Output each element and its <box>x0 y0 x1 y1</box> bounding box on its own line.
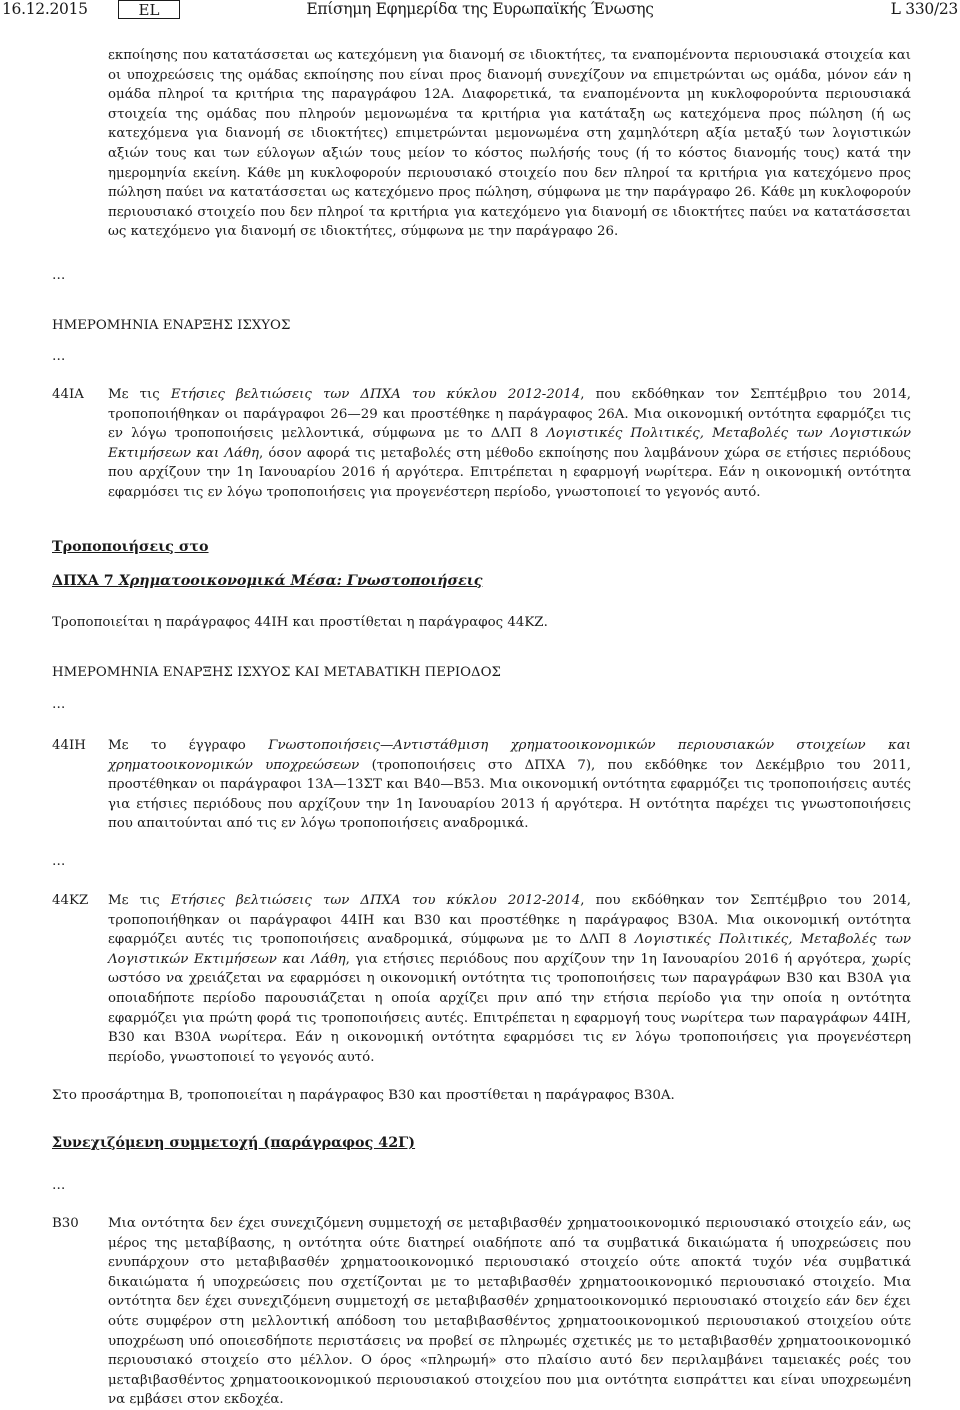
language-code-box: EL <box>118 0 180 19</box>
journal-title: Επίσημη Εφημερίδα της Ευρωπαϊκής Ένωσης <box>306 0 654 18</box>
paragraph-44IA <box>108 385 911 503</box>
italic-reference: Λογιστικές Πολιτικές, Μεταβολές των Λογιστικών Εκτιμήσεων και Λάθη <box>108 932 911 967</box>
ellipsis: … <box>52 349 66 364</box>
text-segment: Με το έγγραφο <box>108 738 269 753</box>
paragraph-number: 44ΙΗ <box>52 738 86 753</box>
amendment-note: Τροποποιείται η παράγραφος 44ΙΗ και προστίθεται η παράγραφος 44ΚΖ. <box>52 615 548 630</box>
text-segment: , που εκδόθηκαν τον Σεπτέμβριο του 2014, τροποποιήθηκαν οι παράγραφοι 44ΙΗ και Β30 και προστέθηκε η παράγραφος Β30Α. Μια οικονομική οντότητα εφαρμόζει αυτές τις τροποποιήσεις αναδρομικά, σύμφωνα με το ΔΛΠ 8 <box>108 893 911 948</box>
text-segment: , για ετήσιες περιόδους που αρχίζουν την 1η Ιανουαρίου 2016 ή αργότερα, χωρίς ωστόσο να χρειάζεται να εφαρμόσει η οικονομική οντότητα τις τροποποιήσεις των παραγράφων Β30 και Β30Α για οποιαδήποτε περίοδο παρουσιάζεται η οποία αρχίζει πριν από την ετήσια περίοδο για την οποία η οντότητα εφαρμόζει για πρώτη φορά τις τροποποιήσεις αυτές. Επιτρέπεται η εφαρμογή τους νωρίτερα των παραγράφων 44ΙΗ, Β30 και Β30Α νωρίτερα. Εάν η οικονομική οντότητα εφαρμόσει τις εν λόγω τροποποιήσεις για προγενέστερη περίοδο, γνωστοποιεί το γεγονός αυτό. <box>108 951 911 1065</box>
ellipsis: … <box>52 268 66 283</box>
section-heading-effective-date: ΗΜΕΡΟΜΗΝΙΑ ΕΝΑΡΞΗΣ ΙΣΧΥΟΣ <box>52 318 291 333</box>
heading-plain: ΔΠΧΑ 7 <box>52 573 119 589</box>
section-heading-transition: ΗΜΕΡΟΜΗΝΙΑ ΕΝΑΡΞΗΣ ΙΣΧΥΟΣ ΚΑΙ ΜΕΤΑΒΑΤΙΚΗ ΠΕΡΙΟΔΟΣ <box>52 665 501 680</box>
continued-paragraph: εκποίησης που κατατάσσεται ως κατεχόμενη για διανομή σε ιδιοκτήτες, τα εναπομένοντα περιουσιακά στοιχεία και οι υποχρεώσεις της ομάδας εκποίησης που είναι προς διανομή συνεχίζουν να επιμετρώνται ως ομάδα, μόνον εάν η ομάδα πληροί τα κριτήρια της παραγράφου 12Α. Διαφορετικά, τα εναπομένοντα μη κυκλοφορούντα περιουσιακά στοιχεία της ομάδας που πληρούν μεμονωμένα τα κριτήρια για κατάταξη ως κατεχόμενα προς πώληση (ή ως κατεχόμενα για διανομή σε ιδιοκτήτες) επιμετρώνται μεμονωμένα στη χαμηλότερη αξία μεταξύ των λογιστικών αξιών τους και των εύλογων αξιών τους μείον το κόστος πωλήσής τους (ή το κόστος διανομής τους) κατά την ημερομηνία εκείνη. Κάθε μη κυκλοφορούν περιουσιακό στοιχείο που δεν πληροί τα κριτήρια για κατεχόμενο προς πώληση παύει να κατατάσσεται ως κατεχόμενο προς πώληση, σύμφωνα με την παράγραφο 26. Κάθε μη κυκλοφορούν περιουσιακό στοιχείο που δεν πληροί τα κριτήρια για κατεχόμενο για διανομή σε ιδιοκτήτες παύει να κατατάσσεται ως κατεχόμενο για διανομή σε ιδιοκτήτες, σύμφωνα με την παράγραφο 26. <box>108 48 911 240</box>
paragraph-B30: Μια οντότητα δεν έχει συνεχιζόμενη συμμετοχή σε μεταβιβασθέν χρηματοοικονομικό περιουσιακό στοιχείο εάν, ως μέρος της μεταβίβασης, η οντότητα ούτε διατηρεί οιαδήποτε από τα συμβατικά δικαιώματα ή υποχρεώσεις που ενυπάρχουν στο μεταβιβασθέν χρηματοοικονομικό περιουσιακό στοιχείο ούτε αποκτά τυχόν νέα συμβατικά δικαιώματα ή υποχρεώσεις που σχετίζονται με το μεταβιβασθέν χρηματοοικονομικό περιουσιακό στοιχείο. Μια οντότητα δεν έχει συνεχιζόμενη συμμετοχή σε μεταβιβασθέν χρηματοοικονομικό περιουσιακό στοιχείο εάν δεν έχει ούτε συμφέρον στη μελλοντική απόδοση του μεταβιβασθέντος χρηματοοικονομικού περιουσιακού στοιχείου ούτε υποχρέωση υπό οποιεσδήποτε περιστάσεις να προβεί σε πληρωμές σχετικές με το μεταβιβασθέν χρηματοοικονομικό περιουσιακό στοιχείο στο μέλλον. Ο όρος «πληρωμή» στο πλαίσιο αυτό δεν περιλαμβάνει ταμειακές ροές του μεταβιβασθέντος χρηματοοικονομικού περιουσιακού στοιχείου που μια οντότητα εισπράττει και είναι υποχρεωμένη να εμβάσει στον εκδοχέα. <box>108 1216 911 1408</box>
italic-reference: Ετήσιες βελτιώσεις των ΔΠΧΑ του κύκλου 2012-2014 <box>170 893 581 908</box>
text-segment: , που εκδόθηκαν τον Σεπτέμβριο του 2014, τροποποιήθηκαν οι παράγραφοι 26—29 και προστέθηκε η παράγραφος 26Α. Μια οικονομική οντότητα εφαρμόζει τις εν λόγω τροποποιήσεις μελλοντικά, σύμφωνα με το ΔΛΠ 8 <box>108 387 911 442</box>
page-reference: L 330/23 <box>890 0 958 18</box>
text-segment: Με τις <box>108 387 171 402</box>
text-segment: (τροποποιήσεις στο ΔΠΧΑ 7), που εκδόθηκε τον Δεκέμβριο του 2011, προστέθηκαν οι παράγραφοι 13Α—13ΣΤ και Β40—Β53. Μια οικονομική οντότητα εφαρμόζει τις τροποποιήσεις αυτές για ετήσιες περιόδους που αρχίζουν την 1η Ιανουαρίου 2013 ή αργότερα. Η οντότητα παρέχει τις γνωστοποιήσεις που απαιτούνται από τις εν λόγω τροποποιήσεις αναδρομικά. <box>108 757 911 832</box>
ifrs7-heading <box>52 572 482 592</box>
italic-reference: Λογιστικές Πολιτικές, Μεταβολές των Λογιστικών Εκτιμήσεων και Λάθη <box>108 426 911 461</box>
text-segment: , όσον αφορά τις μεταβολές στη μέθοδο εκποίησης που λαμβάνουν χώρα σε ετήσιες περιόδους που αρχίζουν την 1η Ιανουαρίου 2016 ή αργότερα. Επιτρέπεται η εφαρμογή νωρίτερα. Εάν η οικονομική οντότητα εφαρμόσει τις εν λόγω τροποποιήσεις για προγενέστερη περίοδο, γνωστοποιεί το γεγονός αυτό. <box>108 445 911 500</box>
italic-reference: Ετήσιες βελτιώσεις των ΔΠΧΑ του κύκλου 2012-2014 <box>170 387 581 402</box>
ellipsis: … <box>52 1178 66 1193</box>
appendix-note: Στο προσάρτημα Β, τροποποιείται η παράγραφος Β30 και προστίθεται η παράγραφος Β30Α. <box>52 1088 675 1103</box>
paragraph-44KZ <box>108 891 911 1067</box>
paragraph-number: Β30 <box>52 1216 79 1231</box>
continuing-involvement-heading: Συνεχιζόμενη συμμετοχή (παράγραφος 42Γ) <box>52 1135 416 1151</box>
text-segment: Με τις <box>108 893 171 908</box>
ellipsis: … <box>52 854 66 869</box>
paragraph-number: 44ΙΑ <box>52 387 84 402</box>
italic-reference: Γνωστοποιήσεις—Αντιστάθμιση χρηματοοικονομικών περιουσιακών στοιχείων και χρηματοοικονομικών υποχρεώσεων <box>108 738 912 773</box>
amendments-heading: Τροποποιήσεις στο <box>52 539 209 555</box>
paragraph-number: 44ΚΖ <box>52 893 89 908</box>
page-header <box>0 0 960 20</box>
paragraph-44IH <box>108 736 911 834</box>
ellipsis: … <box>52 697 66 712</box>
publication-date: 16.12.2015 <box>2 0 88 18</box>
heading-italic: Χρηματοοικονομικά Μέσα: Γνωστοποιήσεις <box>118 573 483 589</box>
